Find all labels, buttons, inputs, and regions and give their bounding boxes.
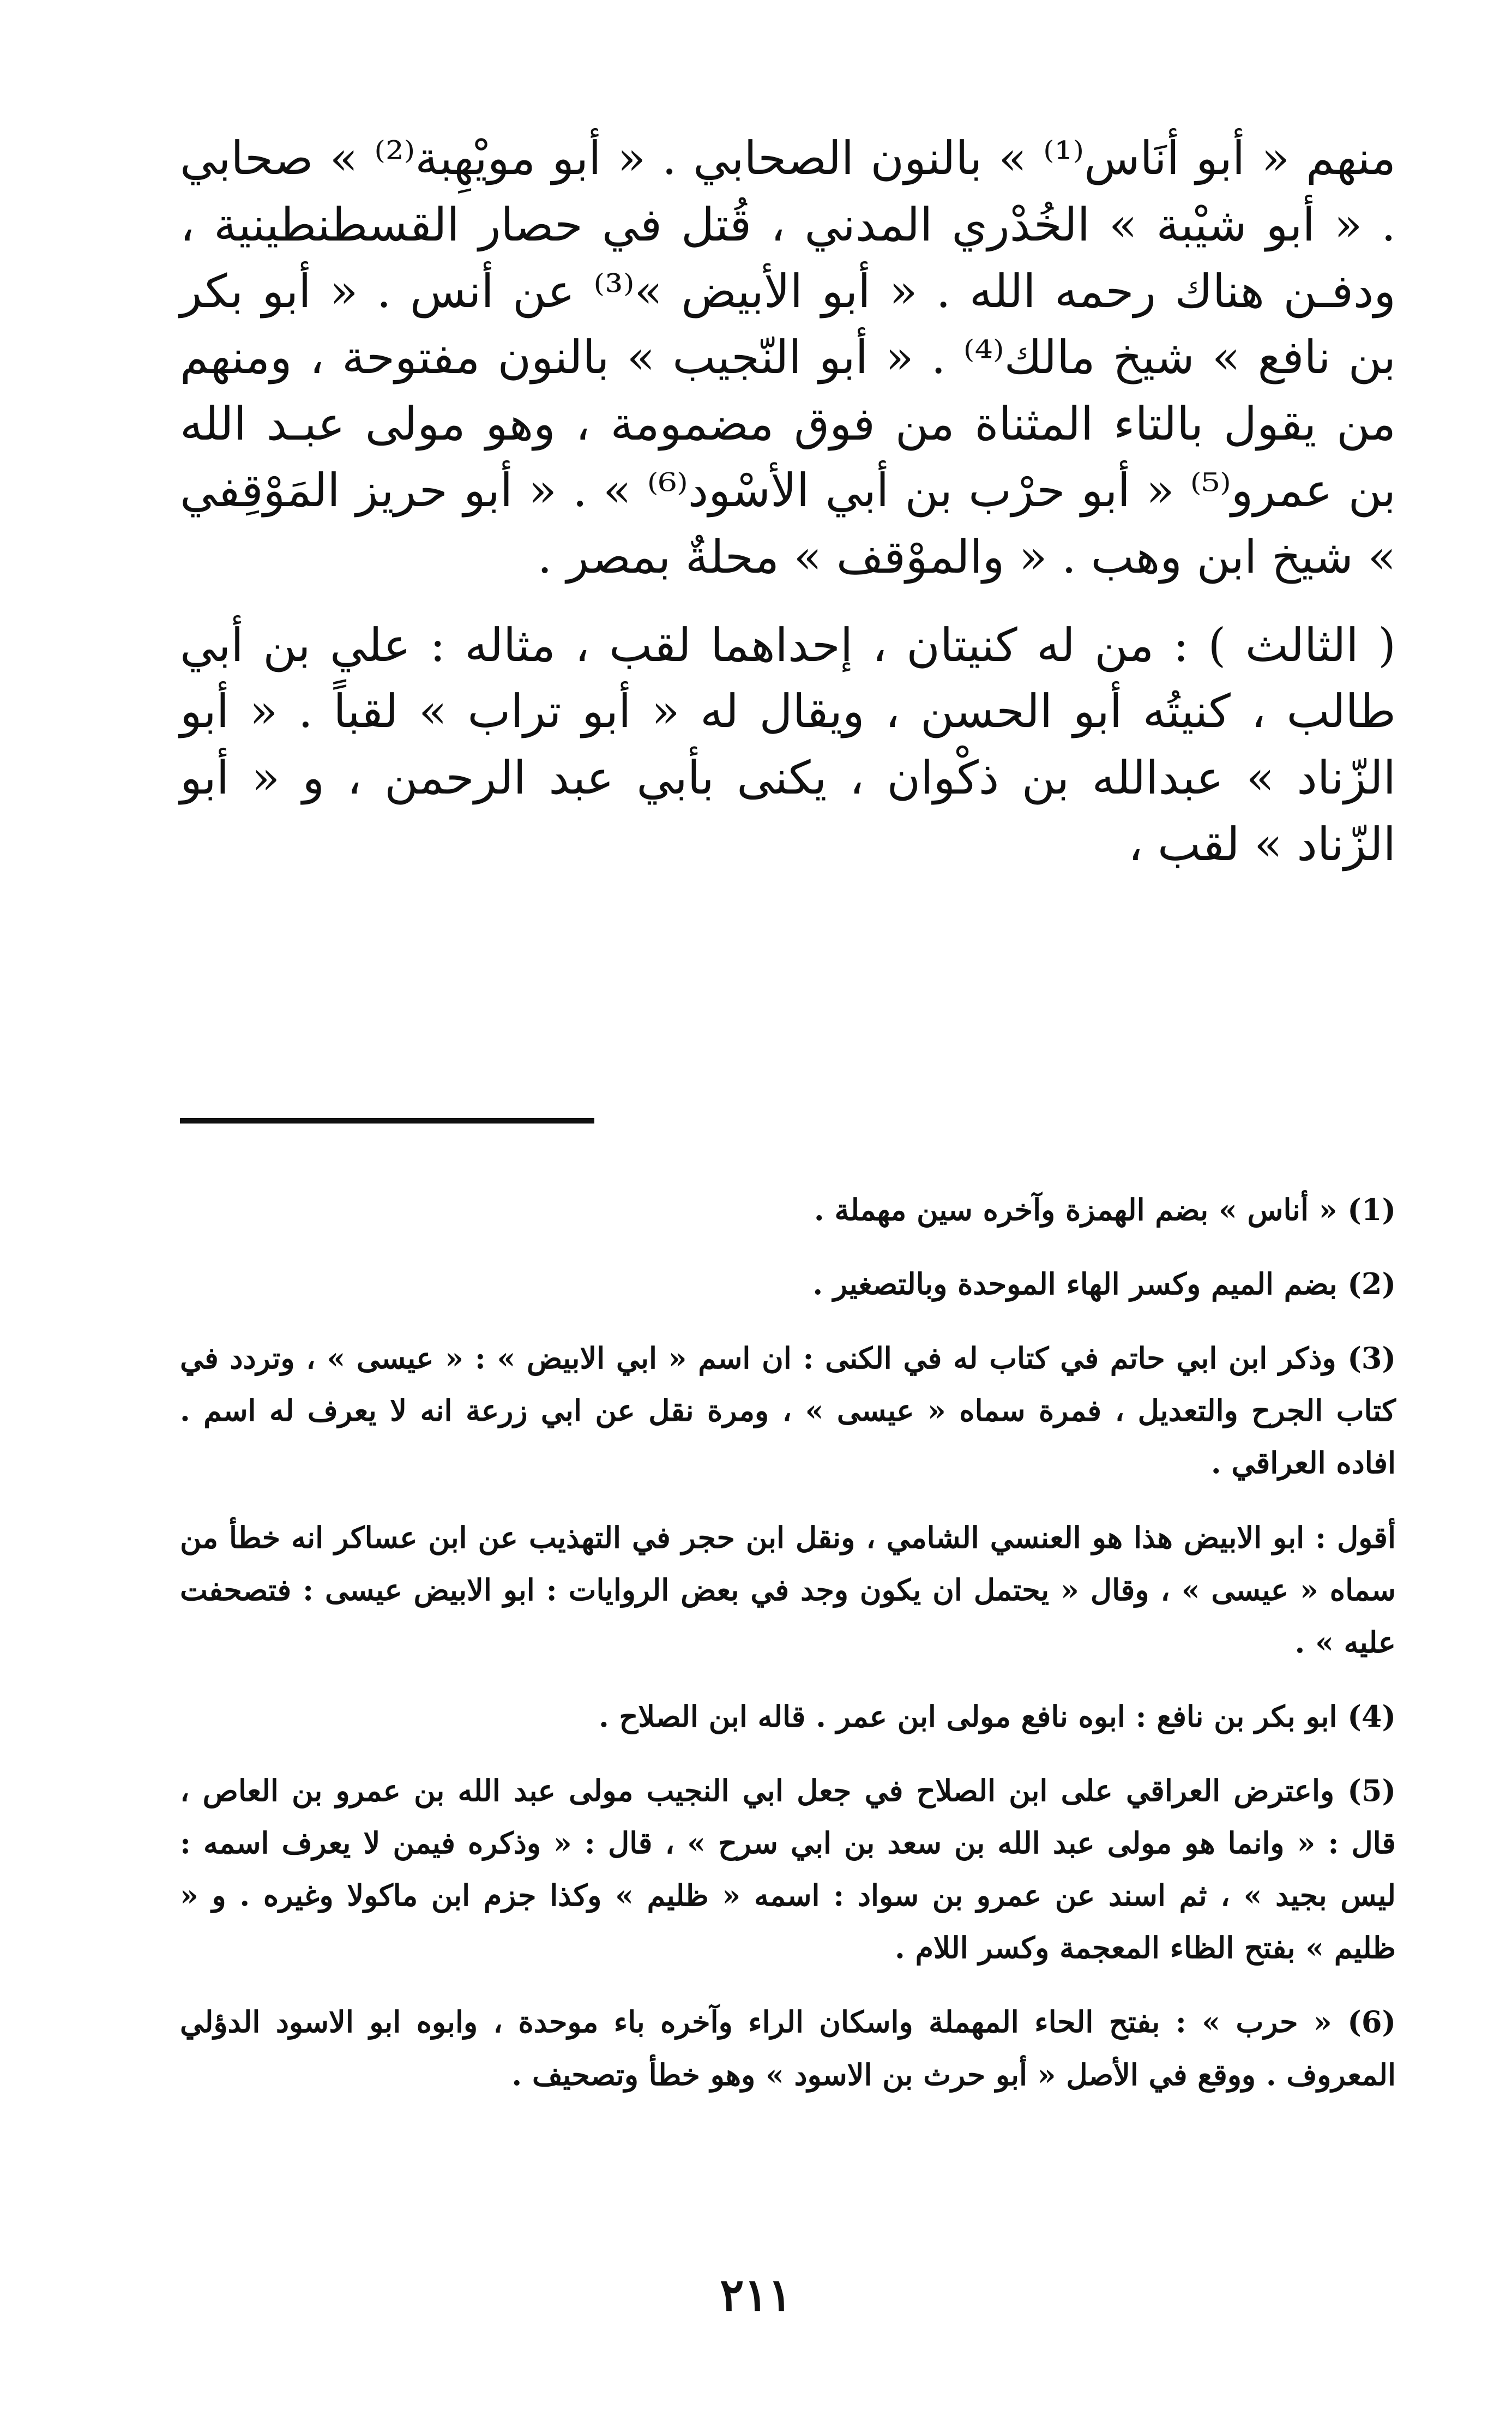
footnote-3-comment: أقول : ابو الابيض هذا هو العنسي الشامي ، ونقل ابن حجر في التهذيب عن ابن عساكر انه خطأ من سماه « عيسى » ، وقال « يحتمل ان يكون وجد في بعض الروايات : ابو الابيض عيسى : فتصحفت عليه » .	[180, 1519, 1396, 1660]
main-paragraph-2: ( الثالث ) : من له كنيتان ، إحداهما لقب ، مثاله : علي بن أبي طالب ، كنيتُه أبو الحسن ، ويقال له « أبو تراب » لقباً . « أبو الزّناد » عبدالله بن ذكْوان ، يكنى بأبي عبد الرحمن ، و « أبو الزّناد » لقب ،	[180, 618, 1396, 871]
footnotes	[180, 1184, 1396, 2123]
main-paragraph-1: منهم « أبو أنَاس⁽¹⁾ » بالنون الصحابي . « أبو مويْهِبة⁽²⁾ » صحابي . « أبو شيْبة » الخُدْري المدني ، قُتل في حصار القسطنطينية ، ودفـن هناك رحمه الله . « أبو الأبيض »⁽³⁾ عن أنس . « أبو بكر بن نافع » شيخ مالك⁽⁴⁾ . « أبو النّجيب » بالنون مفتوحة ، ومنهم من يقول بالتاء المثناة من فوق مضمومة ، وهو مولى عبـد الله بن عمرو⁽⁵⁾ « أبو حرْب بن أبي الأسْود⁽⁶⁾ » . « أبو حريز المَوْقِفي » شيخ ابن وهب . « والموْقف » محلةٌ بمصر .	[180, 131, 1396, 584]
footnote-3: (3) وذكر ابن ابي حاتم في كتاب له في الكنى : ان اسم « ابي الابيض » : « عيسى » ، وتردد في كتاب الجرح والتعديل ، فمرة سماه « عيسى » ، ومرة نقل عن ابي زرعة انه لا يعرف له اسم . افاده العراقي .	[180, 1341, 1396, 1481]
footnote-separator	[180, 1118, 594, 1124]
footnote-5: (5) واعترض العراقي على ابن الصلاح في جعل ابي النجيب مولى عبد الله بن عمرو بن العاص ، قال : « وانما هو مولى عبد الله بن سعد بن ابي سرح » ، قال : « وذكره فيمن لا يعرف اسمه : ليس بجيد » ، ثم اسند عن عمرو بن سواد : اسمه « ظليم » وكذا جزم ابن ماكولا وغيره . و « ظليم » بفتح الظاء المعجمة وكسر اللام .	[180, 1773, 1396, 1966]
page-number: ٢١١	[720, 2269, 792, 2321]
footnote-1: (1) « أناس » بضم الهمزة وآخره سين مهملة .	[814, 1192, 1396, 1227]
main-text	[180, 125, 1396, 878]
footnote-2: (2) بضم الميم وكسر الهاء الموحدة وبالتصغير .	[812, 1266, 1396, 1302]
footnote-4: (4) ابو بكر بن نافع : ابوه نافع مولى ابن عمر . قاله ابن الصلاح .	[598, 1698, 1396, 1734]
footnote-6: (6) « حرب » : بفتح الحاء المهملة واسكان الراء وآخره باء موحدة ، وابوه ابو الاسود الدؤلي المعروف . ووقع في الأصل « أبو حرث بن الاسود » وهو خطأ وتصحيف .	[180, 2004, 1396, 2092]
